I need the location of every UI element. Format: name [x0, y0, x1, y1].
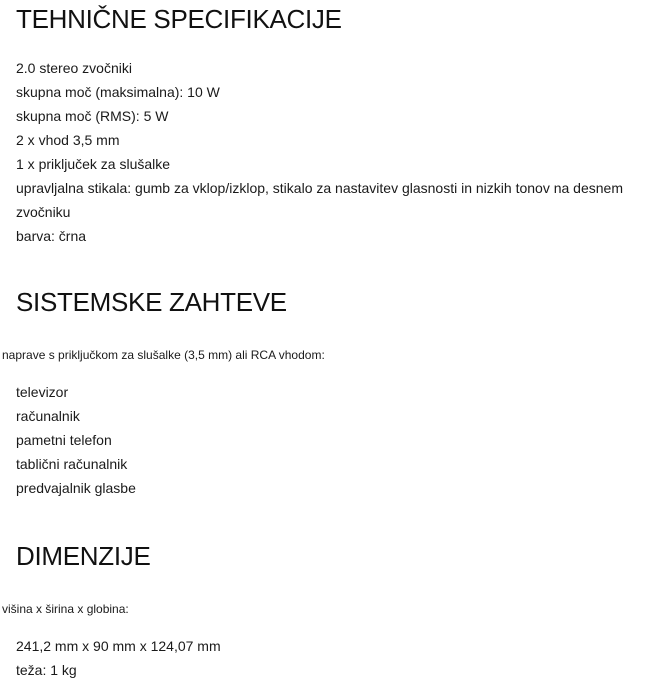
list-item: skupna moč (RMS): 5 W — [16, 108, 169, 124]
section-title-system-requirements: SISTEMSKE ZAHTEVE — [16, 287, 287, 317]
system-requirements-intro: naprave s priključkom za slušalke (3,5 mm) ali RCA vhodom: — [2, 348, 325, 362]
list-item: barva: črna — [16, 228, 87, 244]
list-item: 2.0 stereo zvočniki — [16, 60, 132, 76]
list-item: teža: 1 kg — [16, 662, 77, 678]
list-item: televizor — [16, 384, 69, 400]
list-item: 241,2 mm x 90 mm x 124,07 mm — [16, 638, 221, 654]
list-item: upravljalna stikala: gumb za vklop/izklop, stikalo za nastavitev glasnosti in nizkih tonov na desnem zvočniku — [16, 180, 623, 220]
list-item: predvajalnik glasbe — [16, 480, 136, 496]
section-title-dimensions: DIMENZIJE — [16, 541, 151, 571]
dimensions-intro: višina x širina x globina: — [2, 602, 129, 616]
list-item: tablični računalnik — [16, 456, 128, 472]
list-item: 2 x vhod 3,5 mm — [16, 132, 120, 148]
list-item: 1 x priključek za slušalke — [16, 156, 171, 172]
system-requirements-list — [16, 380, 136, 500]
technical-specifications-list — [16, 56, 636, 248]
list-item: pametni telefon — [16, 432, 112, 448]
list-item: skupna moč (maksimalna): 10 W — [16, 84, 220, 100]
dimensions-list — [16, 634, 221, 682]
list-item: računalnik — [16, 408, 80, 424]
section-title-technical-specifications: TEHNIČNE SPECIFIKACIJE — [16, 4, 342, 34]
